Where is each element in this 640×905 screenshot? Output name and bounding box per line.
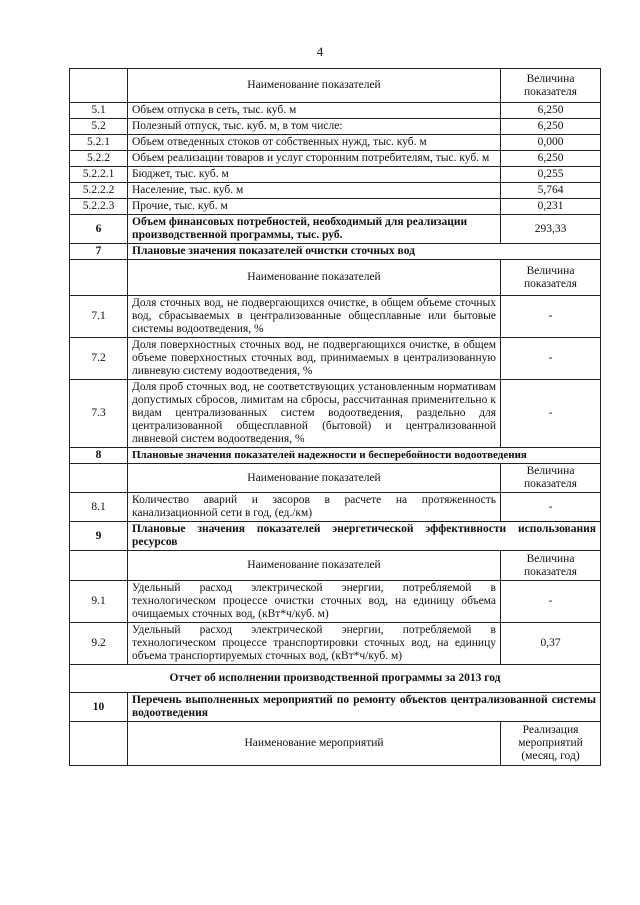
header-value: Величина показателя — [501, 260, 601, 296]
row-num: 5.2 — [70, 119, 128, 135]
row-desc: Объем финансовых потребностей, необходимый для реализации производственной программы, тыс. руб. — [128, 215, 501, 244]
table-row — [70, 183, 601, 199]
section-num: 9 — [70, 522, 128, 551]
row-desc: Объем отведенных стоков от собственных нужд, тыс. куб. м — [128, 135, 501, 151]
section-title: Плановые значения показателей очистки сточных вод — [128, 244, 601, 260]
row-num: 8.1 — [70, 493, 128, 522]
table-header-row — [70, 551, 601, 581]
row-desc: Доля поверхностных сточных вод, не подвергающихся очистке, в общем объеме поверхностных сточных вод, принимаемых в централизованную ливневую систему водоотведения, % — [128, 338, 501, 380]
row-num: 5.1 — [70, 103, 128, 119]
row-desc: Полезный отпуск, тыс. куб. м, в том числе: — [128, 119, 501, 135]
page-number: 4 — [316, 44, 324, 59]
row-desc: Количество аварий и засоров в расчете на протяженность канализационной сети в год, (ед./км) — [128, 493, 501, 522]
row-desc: Доля проб сточных вод, не соответствующих установленным нормативам допустимых сбросов, лимитам на сбросы, рассчитанная применительно к видам централизованных систем водоотведения, раздельно для централизованной общесплавной (бытовой) и централизованной ливневой систем водоотведения, % — [128, 380, 501, 448]
section-title: Плановые значения показателей надежности и бесперебойности водоотведения — [128, 448, 601, 464]
header-name: Наименование мероприятий — [128, 722, 501, 766]
table-row — [70, 296, 601, 338]
table-row — [70, 119, 601, 135]
row-desc: Объем реализации товаров и услуг сторонним потребителям, тыс. куб. м — [128, 151, 501, 167]
section-title: Перечень выполненных мероприятий по ремонту объектов централизованной системы водоотведения — [128, 693, 601, 722]
section-row — [70, 522, 601, 551]
section-num: 10 — [70, 693, 128, 722]
header-value: Величина показателя — [501, 551, 601, 581]
header-num-cell — [70, 722, 128, 766]
row-num: 7.3 — [70, 380, 128, 448]
row-value: 5,764 — [501, 183, 601, 199]
section-row — [70, 448, 601, 464]
row-num: 7.2 — [70, 338, 128, 380]
header-num-cell — [70, 260, 128, 296]
row-value: 0,255 — [501, 167, 601, 183]
row-value: 293,33 — [501, 215, 601, 244]
header-value: Величина показателя — [501, 464, 601, 493]
table-row — [70, 623, 601, 665]
section-num: 8 — [70, 448, 128, 464]
indicators-table — [69, 68, 601, 766]
header-num-cell — [70, 551, 128, 581]
row-value: - — [501, 581, 601, 623]
row-num: 6 — [70, 215, 128, 244]
table-header-row — [70, 260, 601, 296]
row-value: - — [501, 493, 601, 522]
table-row — [70, 135, 601, 151]
row-desc: Бюджет, тыс. куб. м — [128, 167, 501, 183]
section-num: 7 — [70, 244, 128, 260]
row-num: 9.2 — [70, 623, 128, 665]
table-row — [70, 338, 601, 380]
header-name: Наименование показателей — [128, 464, 501, 493]
row-desc: Удельный расход электрической энергии, потребляемой в технологическом процессе очистки сточных вод, на единицу объема очищаемых сточных вод, (кВт*ч/куб. м) — [128, 581, 501, 623]
row-num: 5.2.1 — [70, 135, 128, 151]
section-row — [70, 693, 601, 722]
row-value: 0,37 — [501, 623, 601, 665]
row-value: - — [501, 380, 601, 448]
header-name: Наименование показателей — [128, 69, 501, 103]
table-row — [70, 151, 601, 167]
header-name: Наименование показателей — [128, 260, 501, 296]
header-name: Наименование показателей — [128, 551, 501, 581]
table-row-financial — [70, 215, 601, 244]
row-desc: Объем отпуска в сеть, тыс. куб. м — [128, 103, 501, 119]
header-num-cell — [70, 464, 128, 493]
table-header-row — [70, 464, 601, 493]
row-value: 0,231 — [501, 199, 601, 215]
row-value: - — [501, 338, 601, 380]
report-title: Отчет об исполнении производственной программы за 2013 год — [70, 665, 601, 693]
row-desc: Население, тыс. куб. м — [128, 183, 501, 199]
row-num: 5.2.2.3 — [70, 199, 128, 215]
table-header-row — [70, 722, 601, 766]
section-row — [70, 244, 601, 260]
row-desc: Доля сточных вод, не подвергающихся очистке, в общем объеме сточных вод, сбрасываемых в централизованные общесплавные или бытовые системы водоотведения, % — [128, 296, 501, 338]
row-value: 6,250 — [501, 103, 601, 119]
row-value: - — [501, 296, 601, 338]
row-desc: Удельный расход электрической энергии, потребляемой в технологическом процессе транспортировки сточных вод, на единицу объема транспортируемых сточных вод, (кВт*ч/куб. м) — [128, 623, 501, 665]
header-value: Реализация мероприятий (месяц, год) — [501, 722, 601, 766]
table-row — [70, 199, 601, 215]
row-value: 0,000 — [501, 135, 601, 151]
table-row — [70, 167, 601, 183]
report-title-row — [70, 665, 601, 693]
row-num: 9.1 — [70, 581, 128, 623]
header-value: Величина показателя — [501, 69, 601, 103]
row-num: 7.1 — [70, 296, 128, 338]
table-header-row — [70, 69, 601, 103]
table-row — [70, 380, 601, 448]
header-num-cell — [70, 69, 128, 103]
row-num: 5.2.2.2 — [70, 183, 128, 199]
row-desc: Прочие, тыс. куб. м — [128, 199, 501, 215]
table-row — [70, 493, 601, 522]
table-row — [70, 103, 601, 119]
row-num: 5.2.2 — [70, 151, 128, 167]
row-value: 6,250 — [501, 151, 601, 167]
row-num: 5.2.2.1 — [70, 167, 128, 183]
row-value: 6,250 — [501, 119, 601, 135]
section-title: Плановые значения показателей энергетической эффективности использования ресурсов — [128, 522, 601, 551]
table-row — [70, 581, 601, 623]
